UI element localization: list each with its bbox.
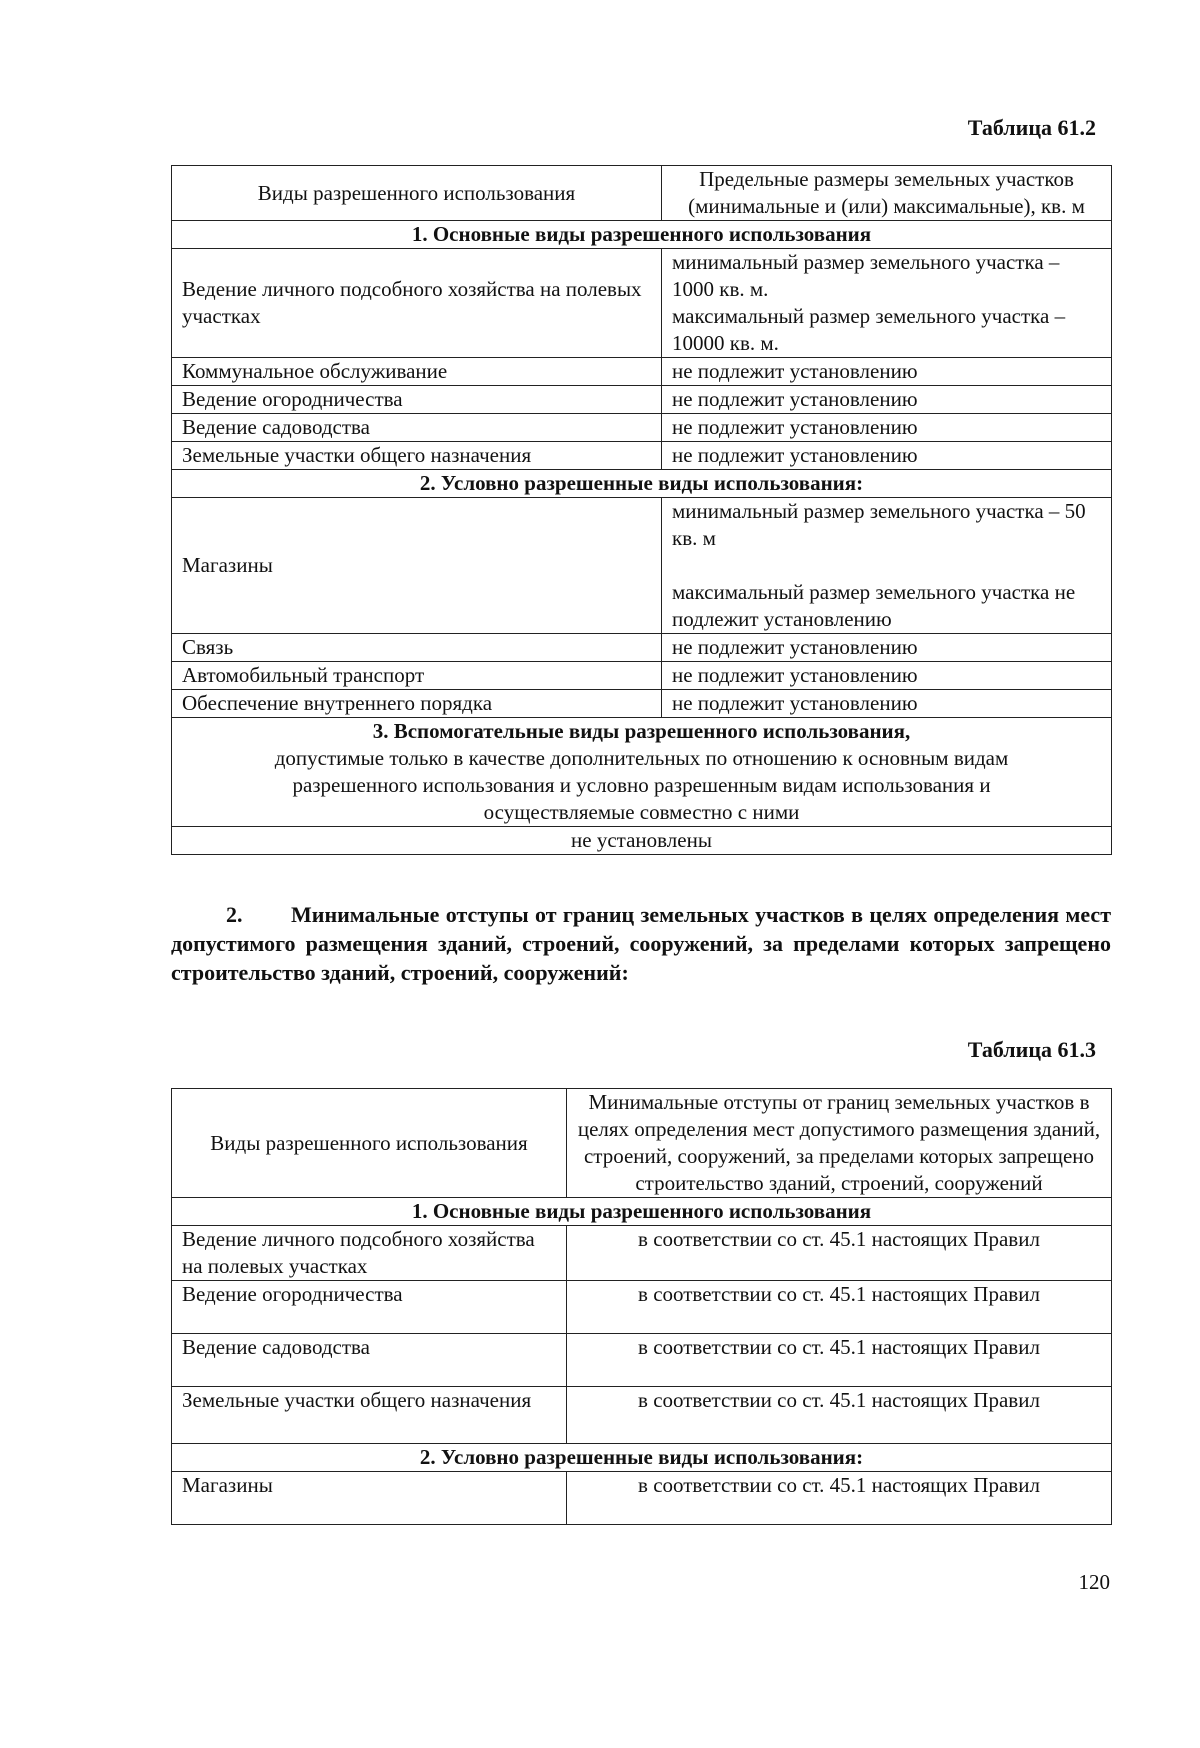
table-row (172, 358, 1112, 386)
section-title: 2. Условно разрешенные виды использования: (172, 470, 1112, 498)
value-cell: не подлежит установлению (662, 442, 1112, 470)
use-cell: Земельные участки общего назначения (172, 442, 662, 470)
section-title: 2. Условно разрешенные виды использования: (172, 1444, 1112, 1472)
table-row (172, 1334, 1112, 1387)
table-row (172, 498, 1112, 634)
table-row (172, 386, 1112, 414)
max-size-text: максимальный размер земельного участка – 10000 кв. м. (672, 304, 1066, 355)
use-cell: Связь (172, 634, 662, 662)
size-limits-table (171, 165, 1112, 855)
section-title (172, 718, 1112, 827)
table-caption: Таблица 61.3 (967, 1037, 1096, 1062)
min-size-text: минимальный размер земельного участка – 1000 кв. м. (672, 250, 1060, 301)
section-title: 1. Основные виды разрешенного использования (172, 1198, 1112, 1226)
table-row (172, 249, 1112, 358)
value-cell: в соответствии со ст. 45.1 настоящих Правил (567, 1226, 1112, 1281)
table-row (172, 442, 1112, 470)
paragraph-number: 2. (226, 902, 243, 927)
value-cell: не подлежит установлению (662, 386, 1112, 414)
value-cell: не подлежит установлению (662, 690, 1112, 718)
use-cell: Ведение личного подсобного хозяйства на полевых участках (172, 249, 662, 358)
header-setbacks: Минимальные отступы от границ земельных участков в целях определения мест допустимого размещения зданий, строений, сооружений, за пределами которых запрещено строительство зданий, строений, сооружений (567, 1089, 1112, 1198)
use-cell: Магазины (172, 498, 662, 634)
value-cell: в соответствии со ст. 45.1 настоящих Правил (567, 1472, 1112, 1525)
table-row (172, 414, 1112, 442)
table-row (172, 662, 1112, 690)
value-cell: в соответствии со ст. 45.1 настоящих Правил (567, 1334, 1112, 1387)
value-cell: не подлежит установлению (662, 634, 1112, 662)
value-cell: не подлежит установлению (662, 662, 1112, 690)
paragraph (171, 900, 1111, 987)
section-value: не установлены (172, 827, 1112, 855)
section-subtitle: допустимые только в качестве дополнительных по отношению к основным видам разрешенного использования и условно разрешенным видам использования и осуществляемые совместно с ними (274, 746, 1009, 824)
use-cell: Ведение огородничества (172, 1281, 567, 1334)
use-cell: Автомобильный транспорт (172, 662, 662, 690)
section-title-text: 3. Вспомогательные виды разрешенного использования, (372, 719, 911, 743)
table-row (172, 1281, 1112, 1334)
max-size-text: максимальный размер земельного участка не подлежит установлению (672, 580, 1076, 631)
value-cell: в соответствии со ст. 45.1 настоящих Правил (567, 1281, 1112, 1334)
use-cell: Ведение личного подсобного хозяйства на полевых участках (172, 1226, 567, 1281)
table-row (172, 690, 1112, 718)
table-header-row (172, 1089, 1112, 1198)
value-cell (662, 249, 1112, 358)
use-cell: Магазины (172, 1472, 567, 1525)
setbacks-table (171, 1088, 1112, 1525)
min-size-text: минимальный размер земельного участка – 50 кв. м (672, 499, 1086, 550)
value-cell (662, 498, 1112, 634)
value-cell: не подлежит установлению (662, 414, 1112, 442)
use-cell: Обеспечение внутреннего порядка (172, 690, 662, 718)
table-row (172, 634, 1112, 662)
value-cell: в соответствии со ст. 45.1 настоящих Правил (567, 1387, 1112, 1444)
table-row (172, 1387, 1112, 1444)
paragraph-text: Минимальные отступы от границ земельных участков в целях определения мест допустимого размещения зданий, строений, сооружений, за пределами которых запрещено строительство зданий, строений, сооружений: (171, 902, 1111, 985)
table-header-row (172, 166, 1112, 221)
table-row (172, 1472, 1112, 1525)
use-cell: Земельные участки общего назначения (172, 1387, 567, 1444)
use-cell: Коммунальное обслуживание (172, 358, 662, 386)
value-cell: не подлежит установлению (662, 358, 1112, 386)
page-number: 120 (1078, 1570, 1110, 1594)
header-use-type: Виды разрешенного использования (172, 1089, 567, 1198)
table-row (172, 1226, 1112, 1281)
header-use-type: Виды разрешенного использования (172, 166, 662, 221)
header-size-limits: Предельные размеры земельных участков (минимальные и (или) максимальные), кв. м (662, 166, 1112, 221)
use-cell: Ведение огородничества (172, 386, 662, 414)
section-title: 1. Основные виды разрешенного использования (172, 221, 1112, 249)
table-caption: Таблица 61.2 (967, 115, 1096, 140)
use-cell: Ведение садоводства (172, 414, 662, 442)
use-cell: Ведение садоводства (172, 1334, 567, 1387)
